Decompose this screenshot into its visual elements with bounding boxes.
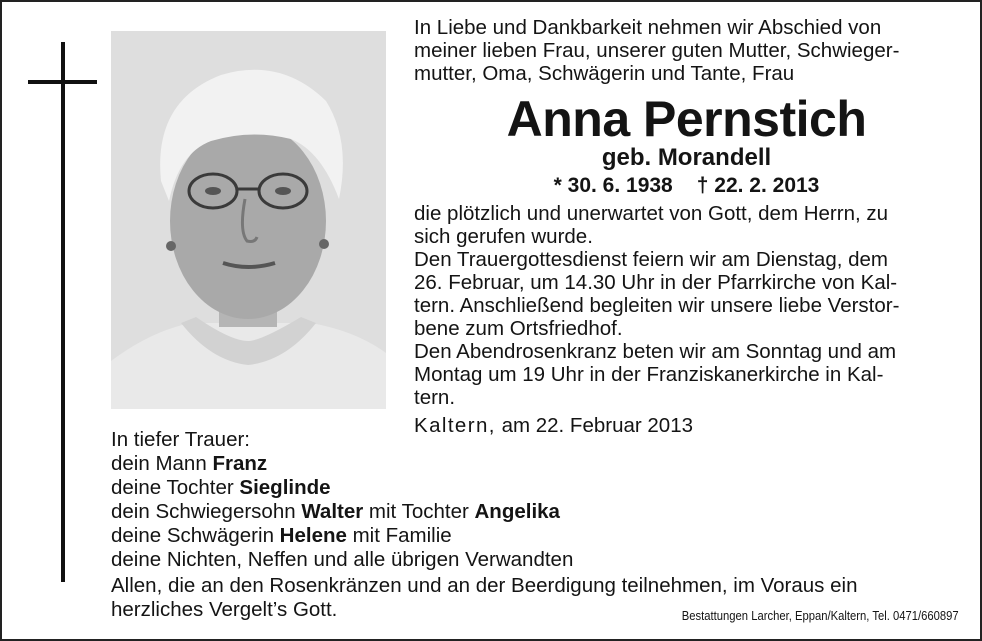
mourner-relation: mit Tochter [363, 500, 475, 523]
deceased-name: Anna Pernstich [506, 91, 867, 147]
mourner-relation: deine Schwägerin [111, 524, 280, 547]
notice-date: am 22. Februar 2013 [501, 414, 694, 437]
body-line: Den Trauergottesdienst feiern wir am Dienstag, dem [414, 248, 889, 271]
mourner-name: Walter [301, 500, 364, 523]
body-line: bene zum Ortsfriedhof. [414, 317, 623, 340]
intro-text [414, 16, 959, 85]
mourners-list [111, 428, 671, 572]
life-dates [414, 173, 959, 199]
thanks-line: herzliches Vergelt’s Gott. [111, 598, 338, 621]
intro-line: meiner lieben Frau, unserer guten Mutter, Schwieger- [414, 39, 900, 62]
body-line: Montag um 19 Uhr in der Franziskanerkirche in Kal- [414, 363, 884, 386]
mourner-name: Helene [279, 524, 347, 547]
maiden-name: geb. Morandell [601, 144, 772, 171]
mourner-relation: deine Tochter [111, 476, 240, 499]
body-line: sich gerufen wurde. [414, 225, 593, 248]
cross-horizontal-bar [28, 80, 97, 84]
portrait-photo [111, 31, 386, 409]
mourner-relation: mit Familie [346, 524, 452, 547]
undertaker-credit: Bestattungen Larcher, Eppan/Kaltern, Tel. 0471/660897 [682, 609, 959, 623]
mourner-son-in-law [111, 500, 671, 524]
mourner-daughter [111, 476, 671, 500]
death-date: † 22. 2. 2013 [696, 174, 820, 197]
mourner-sister-in-law [111, 524, 671, 548]
body-line: tern. [414, 386, 456, 409]
place: Kaltern, [414, 414, 496, 437]
birth-date: * 30. 6. 1938 [553, 174, 673, 197]
body-line: 26. Februar, um 14.30 Uhr in der Pfarrkirche von Kal- [414, 271, 898, 294]
mourner-husband [111, 452, 671, 476]
cross-vertical-bar [61, 42, 65, 582]
announcement-text [414, 202, 959, 409]
mourner-name: Franz [212, 452, 268, 475]
body-line: Den Abendrosenkranz beten wir am Sonntag und am [414, 340, 897, 363]
body-line: tern. Anschließend begleiten wir unsere liebe Verstor- [414, 294, 900, 317]
mourner-name: Angelika [474, 500, 560, 523]
mourners-heading: In tiefer Trauer: [111, 428, 251, 451]
intro-line: In Liebe und Dankbarkeit nehmen wir Abschied von [414, 16, 882, 39]
body-line: die plötzlich und unerwartet von Gott, dem Herrn, zu [414, 202, 889, 225]
mourner-relation: dein Mann [111, 452, 213, 475]
intro-line: mutter, Oma, Schwägerin und Tante, Frau [414, 62, 795, 85]
mourner-relatives: deine Nichten, Neffen und alle übrigen Verwandten [111, 548, 574, 571]
thanks-line: Allen, die an den Rosenkränzen und an der Beerdigung teilnehmen, im Voraus ein [111, 574, 858, 597]
mourner-name: Sieglinde [239, 476, 331, 499]
mourner-relation: dein Schwiegersohn [111, 500, 302, 523]
portrait-illustration [111, 31, 386, 409]
